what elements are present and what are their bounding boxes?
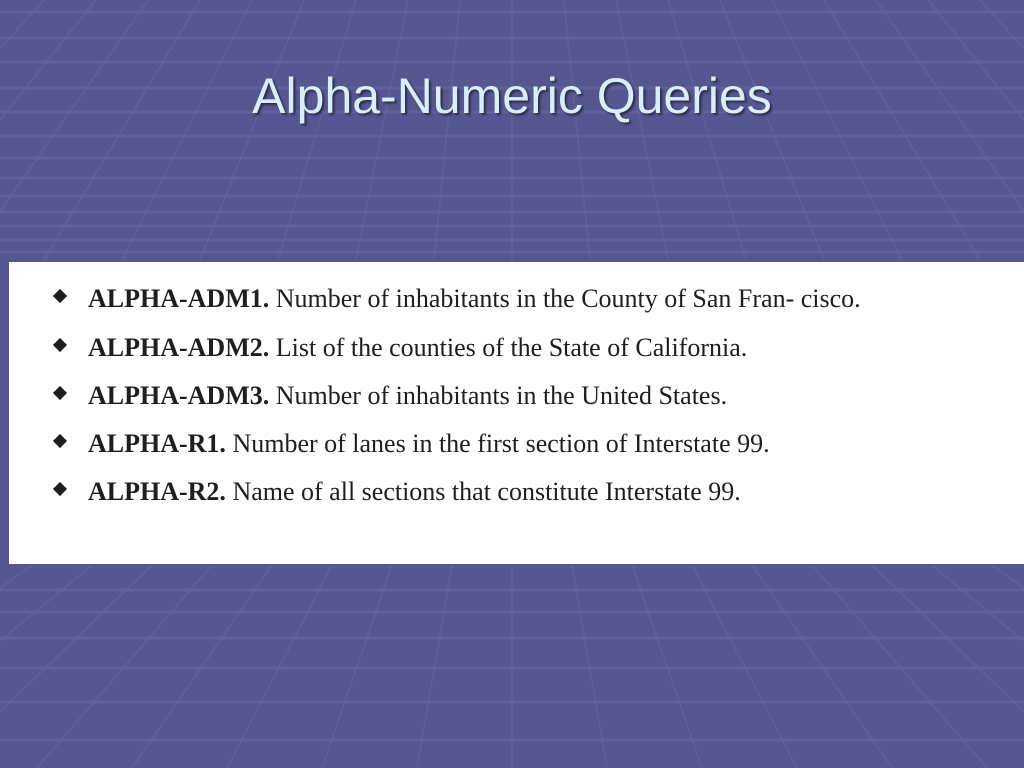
query-id: ALPHA-ADM3. — [88, 381, 270, 410]
query-text: Number of lanes in the first section of Interstate 99. — [232, 429, 770, 458]
query-item-alpha-adm1 — [9, 278, 1024, 320]
query-id: ALPHA-ADM2. — [88, 333, 270, 362]
slide-title: Alpha-Numeric Queries — [252, 68, 772, 124]
diamond-bullet-icon — [53, 386, 67, 400]
diamond-bullet-icon — [53, 289, 67, 303]
query-item-alpha-adm3 — [9, 374, 1024, 418]
query-item-alpha-adm2 — [9, 326, 1024, 370]
query-panel — [9, 262, 1024, 564]
query-id: ALPHA-ADM1. — [88, 284, 270, 313]
diamond-bullet-icon — [53, 338, 67, 352]
query-item-alpha-r2 — [9, 470, 1024, 514]
query-list — [9, 278, 1024, 514]
query-item-alpha-r1 — [9, 422, 1024, 466]
query-text: Name of all sections that constitute Interstate 99. — [232, 477, 741, 506]
query-text: Number of inhabitants in the United States. — [275, 381, 728, 410]
diamond-bullet-icon — [53, 482, 67, 496]
query-id: ALPHA-R1. — [88, 429, 226, 458]
query-text: Number of inhabitants in the County of San Fran- cisco. — [275, 284, 861, 313]
query-text: List of the counties of the State of California. — [275, 333, 748, 362]
diamond-bullet-icon — [53, 434, 67, 448]
query-id: ALPHA-R2. — [88, 477, 226, 506]
